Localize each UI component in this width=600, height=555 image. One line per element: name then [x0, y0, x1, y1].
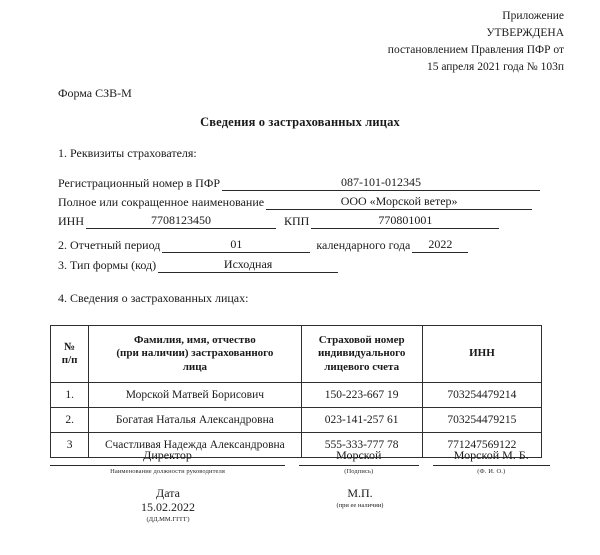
- organisation-name-field[interactable]: ООО «Морской ветер»: [266, 194, 532, 210]
- signatory-fio-caption: (Ф. И. О.): [477, 468, 506, 475]
- cell-fio: Богатая Наталья Александровна: [89, 408, 301, 433]
- calendar-year-field[interactable]: 2022: [412, 237, 468, 253]
- stamp-block: [300, 486, 420, 511]
- registration-number-label: Регистрационный номер в ПФР: [58, 176, 220, 190]
- column-header-fio: [89, 326, 301, 383]
- column-header-number-line1: №: [64, 340, 76, 353]
- approval-line-4: 15 апреля 2021 года № 103п: [426, 61, 564, 73]
- form-code: Форма СЗВ-М: [58, 86, 132, 100]
- cell-snils: 555-333-777 78: [301, 433, 422, 458]
- cell-snils: 023-141-257 61: [301, 408, 422, 433]
- kpp-field[interactable]: 770801001: [311, 213, 499, 229]
- cell-snils: 150-223-667 19: [301, 383, 422, 408]
- column-header-fio-line1: Фамилия, имя, отчество: [134, 333, 256, 346]
- organisation-name-row: [58, 194, 534, 210]
- inn-kpp-row: [58, 213, 501, 229]
- date-label: Дата: [156, 486, 180, 500]
- signatory-fio-value[interactable]: Морской М. Б.: [433, 448, 551, 466]
- signature-caption: (Подпись): [344, 468, 374, 475]
- registration-number-field[interactable]: 087-101-012345: [222, 175, 540, 191]
- approval-line-1: Приложение: [502, 10, 564, 22]
- signature-block: [50, 448, 550, 477]
- cell-number: 2.: [51, 408, 89, 433]
- section-heading-1: 1. Реквизиты страхователя:: [58, 146, 197, 160]
- form-type-row: [58, 257, 340, 273]
- insured-persons-table: [50, 325, 542, 458]
- section-heading-4: 4. Сведения о застрахованных лицах:: [58, 291, 249, 305]
- cell-number: 1.: [51, 383, 89, 408]
- reporting-period-label: 2. Отчетный период: [58, 238, 161, 252]
- column-header-fio-line2: (при наличии) застрахованного: [116, 347, 274, 360]
- column-header-number-line2: п/п: [61, 354, 78, 366]
- reporting-period-row: [58, 237, 470, 253]
- cell-fio: Счастливая Надежда Александровна: [89, 433, 301, 458]
- inn-label: ИНН: [58, 214, 84, 228]
- signatory-position-caption: Наименование должности руководителя: [110, 468, 225, 475]
- cell-inn: 703254479214: [422, 383, 541, 408]
- column-header-snils-line2: индивидуального: [317, 347, 406, 360]
- table-header-row: [51, 326, 542, 383]
- stamp-label: М.П.: [347, 486, 373, 500]
- signatory-position: [50, 448, 285, 477]
- column-header-snils-line1: Страховой номер: [318, 333, 405, 346]
- cell-inn: 771247569122: [422, 433, 541, 458]
- signature-value[interactable]: Морской: [299, 448, 419, 466]
- table-row: [51, 383, 542, 408]
- table-row: [51, 408, 542, 433]
- cell-fio: Морской Матвей Борисович: [89, 383, 301, 408]
- column-header-fio-line3: лица: [182, 360, 208, 373]
- approval-block: [244, 8, 564, 76]
- calendar-year-label: календарного года: [316, 238, 411, 252]
- cell-inn: 703254479215: [422, 408, 541, 433]
- registration-number-row: [58, 175, 542, 191]
- column-header-inn: ИНН: [422, 326, 541, 383]
- approval-line-3: постановлением Правления ПФР от: [387, 44, 564, 56]
- form-type-field[interactable]: Исходная: [158, 257, 338, 273]
- signatory-fio: [433, 448, 551, 477]
- inn-field[interactable]: 7708123450: [86, 213, 276, 229]
- signature-field: [299, 448, 419, 477]
- date-value[interactable]: 15.02.2022: [141, 500, 195, 514]
- date-caption: (ДД.ММ.ГГГГ): [146, 516, 190, 523]
- form-type-label: 3. Тип формы (код): [58, 258, 157, 272]
- organisation-name-label: Полное или сокращенное наименование: [58, 195, 265, 209]
- stamp-caption: (при ее наличии): [336, 502, 384, 509]
- kpp-label: КПП: [284, 214, 310, 228]
- signatory-position-value[interactable]: Директор: [50, 448, 285, 466]
- reporting-period-field[interactable]: 01: [162, 237, 310, 253]
- column-header-snils-line3: лицевого счета: [324, 360, 400, 373]
- approval-line-2: УТВЕРЖДЕНА: [486, 27, 564, 39]
- column-header-snils: [301, 326, 422, 383]
- page-title: Сведения о застрахованных лицах: [200, 115, 400, 129]
- date-block: [50, 486, 286, 525]
- column-header-number: [51, 326, 89, 383]
- cell-number: 3: [51, 433, 89, 458]
